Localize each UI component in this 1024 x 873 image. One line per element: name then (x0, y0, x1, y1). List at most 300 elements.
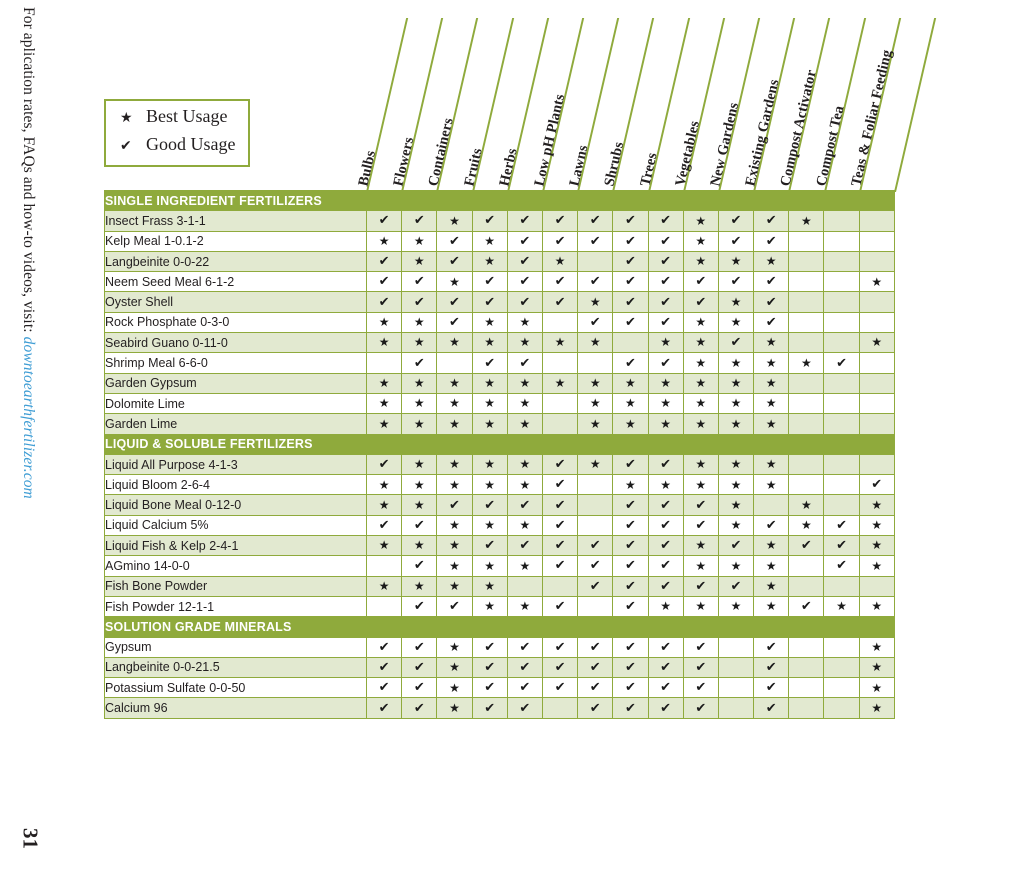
usage-cell-good (648, 454, 683, 474)
star-icon: ★ (695, 416, 707, 431)
usage-cell-best (718, 515, 753, 535)
column-header-compost-tea[interactable]: Compost Tea (813, 104, 848, 188)
usage-cell-empty (789, 373, 824, 393)
section-title-solution-grade-minerals: SOLUTION GRADE MINERALS (105, 617, 367, 637)
product-name-liquid-calcium-5[interactable]: Liquid Calcium 5% (105, 515, 367, 535)
check-icon: ✔ (449, 294, 460, 310)
check-icon: ✔ (413, 659, 425, 675)
usage-cell-good (542, 211, 577, 231)
usage-cell-good (859, 475, 894, 495)
column-header-fruits[interactable]: Fruits (461, 146, 486, 188)
usage-cell-empty (789, 251, 824, 271)
usage-cell-best (859, 536, 894, 556)
usage-cell-empty (367, 556, 402, 576)
check-icon: ✔ (765, 213, 777, 229)
usage-cell-best (578, 454, 613, 474)
star-icon: ★ (695, 376, 707, 391)
usage-cell-best (472, 231, 507, 251)
check-icon: ✔ (624, 457, 636, 472)
usage-cell-empty (824, 576, 859, 596)
check-icon: ✔ (519, 659, 531, 675)
usage-cell-empty (789, 637, 824, 657)
product-name-liquid-all-purpose-4-1-3[interactable]: Liquid All Purpose 4-1-3 (105, 454, 367, 474)
usage-cell-best (613, 475, 648, 495)
star-icon: ★ (695, 558, 707, 573)
usage-cell-best (859, 596, 894, 616)
star-icon: ★ (378, 538, 390, 553)
column-header-slot (707, 18, 743, 192)
column-header-lawns[interactable]: Lawns (566, 143, 592, 188)
usage-cell-best (437, 556, 472, 576)
usage-cell-empty (367, 596, 402, 616)
usage-cell-empty (578, 251, 613, 271)
star-icon: ★ (519, 457, 531, 472)
usage-cell-empty (824, 698, 859, 718)
usage-cell-empty (824, 495, 859, 515)
check-icon: ✔ (378, 517, 390, 533)
usage-cell-good (824, 536, 859, 556)
usage-cell-good (542, 292, 577, 312)
column-header-slot (390, 18, 418, 192)
product-name-dolomite-lime[interactable]: Dolomite Lime (105, 393, 367, 413)
check-icon: ✔ (519, 639, 531, 655)
usage-cell-good (437, 231, 472, 251)
product-name-garden-gypsum[interactable]: Garden Gypsum (105, 373, 367, 393)
star-icon: ★ (730, 477, 742, 492)
product-name-potassium-sulfate-0-0-50[interactable]: Potassium Sulfate 0-0-50 (105, 678, 367, 698)
usage-cell-good (367, 251, 402, 271)
star-icon: ★ (449, 416, 460, 431)
usage-cell-best (367, 231, 402, 251)
side-note-prefix: For aplication rates, FAQs and how-to videos, visit: (20, 7, 37, 337)
check-icon: ✔ (624, 659, 636, 675)
check-icon: ✔ (765, 680, 777, 696)
star-icon: ★ (765, 558, 777, 573)
website-link[interactable]: downtoearthfertilizer.com (20, 336, 37, 499)
check-icon: ✔ (484, 659, 496, 675)
table-row (105, 454, 895, 474)
usage-cell-best (859, 698, 894, 718)
product-name-fish-powder-12-1-1[interactable]: Fish Powder 12-1-1 (105, 596, 367, 616)
product-name-shrimp-meal-6-6-0[interactable]: Shrimp Meal 6-6-0 (105, 353, 367, 373)
usage-cell-best (683, 414, 718, 434)
side-margin-note (0, 0, 56, 873)
usage-cell-best (613, 393, 648, 413)
column-header-slot (848, 18, 896, 192)
check-icon: ✔ (589, 558, 601, 574)
usage-cell-good (754, 657, 789, 677)
product-name-oyster-shell[interactable]: Oyster Shell (105, 292, 367, 312)
star-icon: ★ (660, 396, 671, 411)
legend-box (104, 99, 250, 167)
usage-cell-best (754, 251, 789, 271)
usage-cell-good (367, 272, 402, 292)
usage-cell-best (367, 536, 402, 556)
star-icon: ★ (449, 376, 460, 391)
product-name-insect-frass-3-1-1[interactable]: Insect Frass 3-1-1 (105, 211, 367, 231)
usage-cell-best (507, 373, 542, 393)
star-icon: ★ (484, 518, 496, 533)
usage-cell-best (437, 698, 472, 718)
product-name-liquid-bloom-2-6-4[interactable]: Liquid Bloom 2-6-4 (105, 475, 367, 495)
usage-cell-good (718, 231, 753, 251)
usage-cell-best (859, 657, 894, 677)
usage-cell-best (402, 414, 437, 434)
product-name-langbeinite-0-0-22[interactable]: Langbeinite 0-0-22 (105, 251, 367, 271)
usage-cell-best (859, 333, 894, 353)
star-icon: ★ (413, 497, 425, 512)
product-name-liquid-fish-kelp-2-4-1[interactable]: Liquid Fish & Kelp 2-4-1 (105, 536, 367, 556)
check-icon: ✔ (800, 599, 812, 615)
column-header-bulbs[interactable]: Bulbs (355, 149, 380, 188)
usage-cell-best (367, 393, 402, 413)
usage-cell-good (824, 353, 859, 373)
usage-cell-good (367, 454, 402, 474)
star-icon: ★ (484, 254, 496, 269)
usage-cell-best (683, 556, 718, 576)
product-name-liquid-bone-meal-0-12-0[interactable]: Liquid Bone Meal 0-12-0 (105, 495, 367, 515)
usage-cell-good (367, 211, 402, 231)
usage-cell-best (859, 495, 894, 515)
product-name-fish-bone-powder[interactable]: Fish Bone Powder (105, 576, 367, 596)
star-icon: ★ (449, 477, 460, 492)
star-icon: ★ (519, 396, 531, 411)
check-icon: ✔ (765, 314, 777, 330)
usage-cell-best (437, 576, 472, 596)
usage-cell-good (613, 515, 648, 535)
usage-cell-empty (578, 596, 613, 616)
column-header-existing-gardens[interactable]: Existing Gardens (742, 77, 783, 188)
usage-cell-good (718, 272, 753, 292)
check-icon: ✔ (413, 274, 425, 290)
usage-cell-empty (789, 678, 824, 698)
usage-cell-good (472, 292, 507, 312)
usage-cell-empty (789, 454, 824, 474)
column-header-flowers[interactable]: Flowers (390, 135, 418, 188)
column-header-new-gardens[interactable]: New Gardens (707, 101, 743, 188)
star-icon: ★ (765, 335, 777, 350)
check-icon: ✔ (730, 335, 742, 351)
star-icon: ★ (484, 477, 496, 492)
check-icon: ✔ (484, 213, 496, 229)
product-name-calcium-96[interactable]: Calcium 96 (105, 698, 367, 718)
column-header-teas-foliar-feeding[interactable]: Teas & Foliar Feeding (848, 48, 896, 188)
usage-cell-best (437, 454, 472, 474)
star-icon: ★ (730, 396, 742, 411)
star-icon: ★ (589, 376, 601, 391)
usage-cell-good (402, 211, 437, 231)
product-name-rock-phosphate-0-3-0[interactable]: Rock Phosphate 0-3-0 (105, 312, 367, 332)
usage-cell-empty (789, 556, 824, 576)
column-header-slot (461, 18, 486, 192)
usage-cell-best (367, 576, 402, 596)
usage-cell-best (507, 414, 542, 434)
check-icon: ✔ (449, 314, 460, 330)
usage-cell-good (402, 292, 437, 312)
section-title-liquid-soluble-fertilizers: LIQUID & SOLUBLE FERTILIZERS (105, 434, 367, 454)
usage-cell-best (683, 596, 718, 616)
star-icon: ★ (413, 538, 425, 553)
check-icon: ✔ (378, 659, 390, 675)
usage-cell-good (578, 637, 613, 657)
star-icon: ★ (800, 213, 812, 228)
usage-cell-empty (824, 414, 859, 434)
star-icon: ★ (730, 518, 742, 533)
check-icon: ✔ (484, 294, 496, 310)
check-icon: ✔ (624, 355, 636, 371)
usage-cell-good (472, 657, 507, 677)
usage-cell-good (754, 678, 789, 698)
column-header-compost-activator[interactable]: Compost Activator (777, 68, 821, 188)
product-name-kelp-meal-1-0-1-2[interactable]: Kelp Meal 1-0.1-2 (105, 231, 367, 251)
star-icon: ★ (378, 315, 390, 330)
usage-cell-empty (542, 312, 577, 332)
usage-cell-good (683, 515, 718, 535)
usage-cell-empty (718, 657, 753, 677)
check-icon: ✔ (660, 254, 672, 270)
check-icon: ✔ (765, 517, 777, 533)
star-icon: ★ (378, 497, 390, 512)
usage-cell-best (754, 536, 789, 556)
star-icon: ★ (730, 497, 742, 512)
table-row (105, 251, 895, 271)
star-icon: ★ (449, 396, 460, 411)
usage-cell-best (472, 333, 507, 353)
star-icon: ★ (589, 457, 601, 472)
usage-cell-empty (824, 475, 859, 495)
usage-cell-good (578, 576, 613, 596)
usage-cell-best (754, 596, 789, 616)
usage-cell-empty (578, 515, 613, 535)
star-icon: ★ (695, 599, 707, 614)
star-icon: ★ (871, 700, 883, 715)
usage-cell-good (367, 678, 402, 698)
star-icon: ★ (519, 558, 531, 573)
check-icon: ✔ (519, 274, 531, 290)
star-icon: ★ (589, 416, 601, 431)
star-icon: ★ (871, 660, 883, 675)
usage-cell-good (824, 515, 859, 535)
usage-cell-empty (859, 576, 894, 596)
usage-cell-good (648, 698, 683, 718)
check-icon: ✔ (554, 680, 566, 696)
usage-cell-good (402, 637, 437, 657)
usage-cell-best (402, 475, 437, 495)
usage-cell-good (472, 678, 507, 698)
star-icon: ★ (871, 497, 883, 512)
column-header-slot (894, 18, 895, 192)
star-icon: ★ (730, 599, 742, 614)
usage-cell-best (789, 211, 824, 231)
check-icon: ✔ (730, 274, 742, 290)
check-icon: ✔ (378, 680, 390, 696)
usage-cell-best (718, 414, 753, 434)
star-icon: ★ (378, 477, 390, 492)
table-row (105, 414, 895, 434)
usage-cell-empty (789, 231, 824, 251)
check-icon: ✔ (624, 680, 636, 696)
check-icon: ✔ (695, 700, 707, 716)
check-icon: ✔ (660, 578, 672, 594)
usage-cell-empty (859, 454, 894, 474)
star-icon: ★ (484, 599, 496, 614)
product-name-gypsum[interactable]: Gypsum (105, 637, 367, 657)
usage-cell-empty (789, 475, 824, 495)
check-icon: ✔ (660, 659, 672, 675)
usage-cell-good (542, 231, 577, 251)
usage-cell-best (578, 393, 613, 413)
check-icon: ✔ (519, 680, 531, 696)
star-icon: ★ (378, 416, 390, 431)
usage-cell-best (472, 251, 507, 271)
star-icon: ★ (449, 274, 460, 289)
table-row (105, 556, 895, 576)
column-header-slot (777, 18, 821, 192)
usage-cell-empty (367, 353, 402, 373)
usage-cell-good (613, 596, 648, 616)
usage-cell-best (578, 414, 613, 434)
usage-cell-best (648, 475, 683, 495)
product-name-agmino-14-0-0[interactable]: AGmino 14-0-0 (105, 556, 367, 576)
usage-cell-good (613, 353, 648, 373)
usage-cell-good (542, 596, 577, 616)
usage-cell-good (507, 637, 542, 657)
star-icon: ★ (800, 497, 812, 512)
check-icon: ✔ (519, 213, 531, 229)
usage-cell-good (578, 698, 613, 718)
check-icon: ✔ (554, 274, 566, 290)
check-icon: ✔ (660, 314, 672, 330)
usage-cell-best (718, 454, 753, 474)
usage-cell-good (367, 637, 402, 657)
usage-cell-best (754, 333, 789, 353)
usage-cell-good (613, 637, 648, 657)
column-header-vegetables[interactable]: Vegetables (672, 119, 703, 188)
usage-cell-good (754, 231, 789, 251)
check-icon: ✔ (378, 457, 390, 472)
star-icon: ★ (695, 254, 707, 269)
usage-cell-empty (824, 678, 859, 698)
check-icon: ✔ (800, 538, 812, 554)
check-icon: ✔ (519, 355, 531, 371)
section-header-filler (367, 191, 895, 211)
column-header-shrubs[interactable]: Shrubs (601, 140, 628, 188)
usage-cell-good (507, 678, 542, 698)
usage-cell-good (754, 211, 789, 231)
star-icon: ★ (800, 518, 812, 533)
usage-cell-best (718, 251, 753, 271)
check-icon: ✔ (695, 680, 707, 696)
usage-cell-empty (578, 353, 613, 373)
usage-cell-good (648, 312, 683, 332)
usage-cell-best (648, 414, 683, 434)
usage-cell-best (754, 556, 789, 576)
check-icon: ✔ (413, 558, 425, 574)
usage-cell-empty (824, 333, 859, 353)
check-icon: ✔ (695, 659, 707, 675)
check-icon: ✔ (730, 233, 742, 249)
usage-cell-best (472, 576, 507, 596)
column-header-herbs[interactable]: Herbs (496, 146, 521, 188)
usage-cell-good (472, 353, 507, 373)
star-icon: ★ (484, 376, 496, 391)
usage-cell-good (402, 698, 437, 718)
star-icon: ★ (730, 294, 742, 309)
column-header-trees[interactable]: Trees (637, 151, 661, 188)
check-icon: ✔ (484, 355, 496, 371)
usage-cell-good (683, 576, 718, 596)
check-icon: ✔ (519, 233, 531, 249)
section-header-row (105, 434, 895, 454)
star-icon: ★ (449, 518, 460, 533)
usage-cell-best (754, 475, 789, 495)
usage-cell-good (754, 637, 789, 657)
usage-cell-empty (789, 272, 824, 292)
legend-row-best (106, 106, 248, 134)
usage-cell-empty (824, 231, 859, 251)
check-icon: ✔ (624, 497, 636, 513)
usage-cell-best (472, 373, 507, 393)
check-icon: ✔ (413, 639, 425, 655)
product-name-seabird-guano-0-11-0[interactable]: Seabird Guano 0-11-0 (105, 333, 367, 353)
usage-cell-good (472, 495, 507, 515)
check-icon: ✔ (660, 213, 672, 229)
star-icon: ★ (660, 599, 671, 614)
check-icon: ✔ (660, 355, 672, 371)
legend-label-good: Good Usage (146, 134, 236, 154)
usage-cell-good (648, 536, 683, 556)
usage-cell-good (507, 231, 542, 251)
product-name-garden-lime[interactable]: Garden Lime (105, 414, 367, 434)
usage-cell-good (578, 678, 613, 698)
usage-cell-good (754, 515, 789, 535)
usage-cell-good (542, 536, 577, 556)
star-icon: ★ (871, 599, 883, 614)
product-name-neem-seed-meal-6-1-2[interactable]: Neem Seed Meal 6-1-2 (105, 272, 367, 292)
check-icon: ✔ (554, 639, 566, 655)
check-icon: ✔ (695, 517, 707, 533)
check-icon: ✔ (484, 680, 496, 696)
usage-cell-empty (859, 393, 894, 413)
product-name-langbeinite-0-0-21-5[interactable]: Langbeinite 0-0-21.5 (105, 657, 367, 677)
star-icon: ★ (484, 335, 496, 350)
table-row (105, 292, 895, 312)
check-icon: ✔ (413, 700, 425, 716)
column-header-low-ph-plants[interactable]: Low pH Plants (531, 92, 569, 188)
usage-cell-good (613, 678, 648, 698)
usage-cell-empty (437, 353, 472, 373)
column-header-slot (637, 18, 661, 192)
usage-cell-empty (824, 272, 859, 292)
check-icon: ✔ (378, 294, 390, 310)
usage-cell-good (578, 312, 613, 332)
usage-cell-best (472, 312, 507, 332)
check-icon: ✔ (413, 680, 425, 696)
star-icon: ★ (765, 355, 777, 370)
usage-cell-good (613, 272, 648, 292)
usage-cell-good (402, 353, 437, 373)
check-icon: ✔ (589, 680, 601, 696)
check-icon: ✔ (836, 538, 847, 554)
usage-cell-empty (542, 353, 577, 373)
check-icon: ✔ (554, 294, 566, 310)
check-icon: ✔ (660, 233, 672, 249)
column-header-containers[interactable]: Containers (425, 116, 458, 188)
star-icon: ★ (449, 538, 460, 553)
check-icon: ✔ (765, 639, 777, 655)
section-header-filler (367, 617, 895, 637)
usage-cell-good (754, 292, 789, 312)
